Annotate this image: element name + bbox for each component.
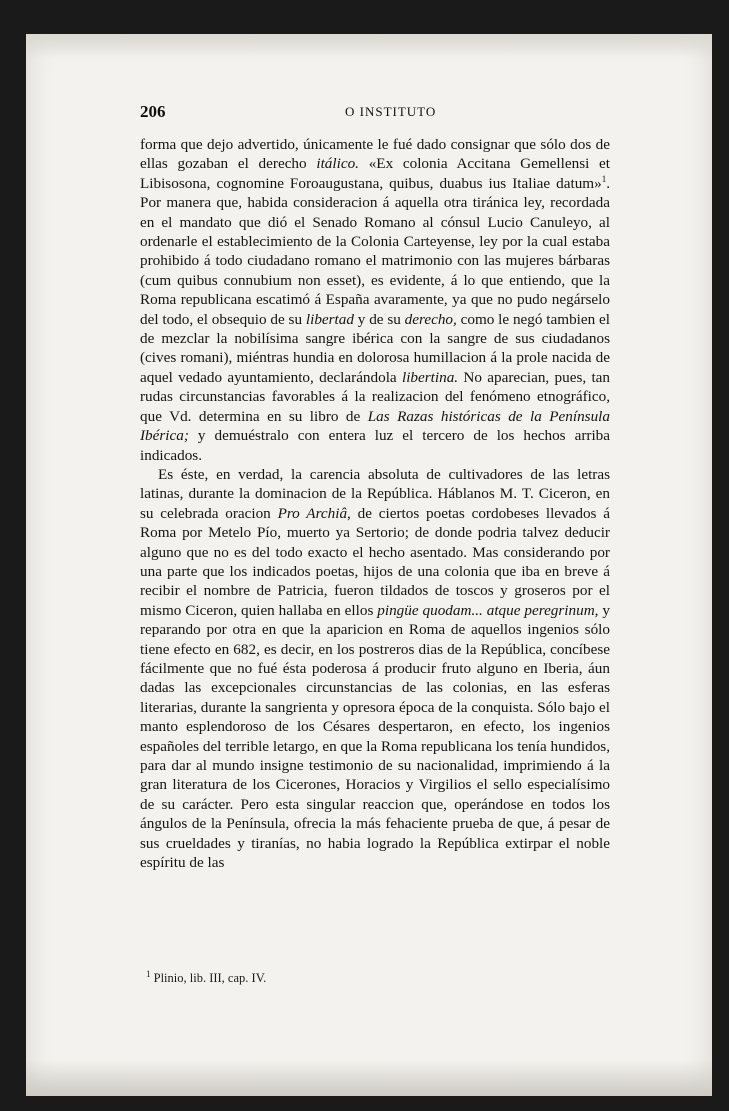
italic-run: pingüe quodam... atque peregrinum, bbox=[377, 601, 599, 619]
footnote-ref: 1 bbox=[601, 173, 607, 184]
text-run: y de su bbox=[353, 310, 405, 328]
page-header bbox=[140, 102, 610, 126]
text-run: . Por manera que, habida consideracion á aquella otra tiránica ley, recordada en el mandato que dió el Senado Romano al cónsul Lucio Canuleyo, al ordenarle el establecimiento de la Colonia Carteyense, ley por la cual estaba prohibido á todo ciudadano romano el matrimonio con las mujeres bárbaras (cum quibus connubium non esset), es evidente, á lo que entiendo, que la Roma republicana escatimó á España avaramente, ya que no pudo negárselo del todo, el obsequio de su bbox=[140, 174, 610, 328]
italic-run: derecho, bbox=[404, 310, 457, 328]
text-run: Es éste, en verdad, la carencia absoluta de cultivadores de las letras latinas, durante la dominacion de la República. Háblanos M. T. Ciceron, en su celebrada oracion bbox=[140, 465, 610, 522]
text-run: forma que dejo advertido, únicamente le fué dado consignar que sólo dos de ellas gozaban el derecho bbox=[140, 136, 610, 173]
paragraph-2 bbox=[140, 465, 610, 873]
italic-run: itálico. bbox=[316, 155, 359, 173]
page-top-shadow bbox=[26, 34, 712, 58]
paragraph-1 bbox=[140, 135, 610, 465]
text-run: como le negó tambien el de mezclar la nobilísima sangre ibérica con la sangre de sus ciudadanos (cives romani), miéntras hundia en dolorosa humillacion á la prole nacida de aquel vedado ayuntamiento, declarándola bbox=[140, 310, 610, 386]
body-text bbox=[140, 135, 610, 955]
text-run: «Ex colonia Accitana Gemellensi et Libisosona, cognomine Foroaugustana, quibus, duabus ius Italiae datum» bbox=[140, 155, 611, 192]
italic-run: libertina. bbox=[401, 368, 459, 386]
text-run: de ciertos poetas cordobeses llevados á Roma por Metelo Pío, muerto ya Sertorio; de donde podria talvez deducir alguno que no es del todo exacto el hecho asentado. Mas considerando por una parte que los indicados poetas, hijos de una colonia que iba en breve á recibir el nombre de Patricia, fueron tildados de toscos y groseros por el mismo Ciceron, quien hallaba en ellos bbox=[140, 504, 610, 619]
footnote-text: Plinio, lib. III, cap. IV. bbox=[150, 971, 267, 985]
text-run: y demuéstralo con entera luz el tercero de los hechos arriba indicados. bbox=[140, 427, 610, 464]
italic-run: Las Razas históricas de la Península Ibérica; bbox=[140, 407, 610, 445]
footnote bbox=[146, 968, 546, 986]
page-number: 206 bbox=[140, 102, 166, 121]
text-run: No aparecian, pues, tan rudas circunstancias favorables á la realizacion del fenómeno etnográfico, que Vd. determina en su libro de bbox=[140, 368, 610, 425]
italic-run: Pro Archiâ, bbox=[277, 504, 351, 522]
footnote-marker: 1 bbox=[146, 968, 151, 979]
text-run: y reparando por otra en que la aparicion en Roma de aquellos ingenios sólo tiene efecto en 682, es decir, en los postreros dias de la República, concíbese fácilmente que no fué ésta poderosa á producir fruto alguno en Iberia, áun dadas las excepcionales circunstancias de las colonias, en las esferas literarias, durante la sangrienta y opresora época de la conquista. Sólo bajo el manto esplendoroso de los Césares despertaron, en efecto, los ingenios españoles del terrible letargo, en que la Roma republicana los tenía hundidos, para dar al mundo insigne testimonio de su nacionalidad, imprimiendo á la gran literatura de los Cicerones, Horacios y Virgilios el sello especialísimo de su carácter. Pero esta singular reaccion que, operándose en todos los ángulos de la Península, ofrecia la más fehaciente prueba de que, á pesar de sus crueldades y tiranías, no habia logrado la República extirpar el noble espíritu de las bbox=[140, 601, 610, 872]
page-bottom-shadow bbox=[26, 1060, 712, 1096]
running-head: O INSTITUTO bbox=[345, 104, 437, 119]
italic-run: libertad bbox=[305, 310, 354, 328]
